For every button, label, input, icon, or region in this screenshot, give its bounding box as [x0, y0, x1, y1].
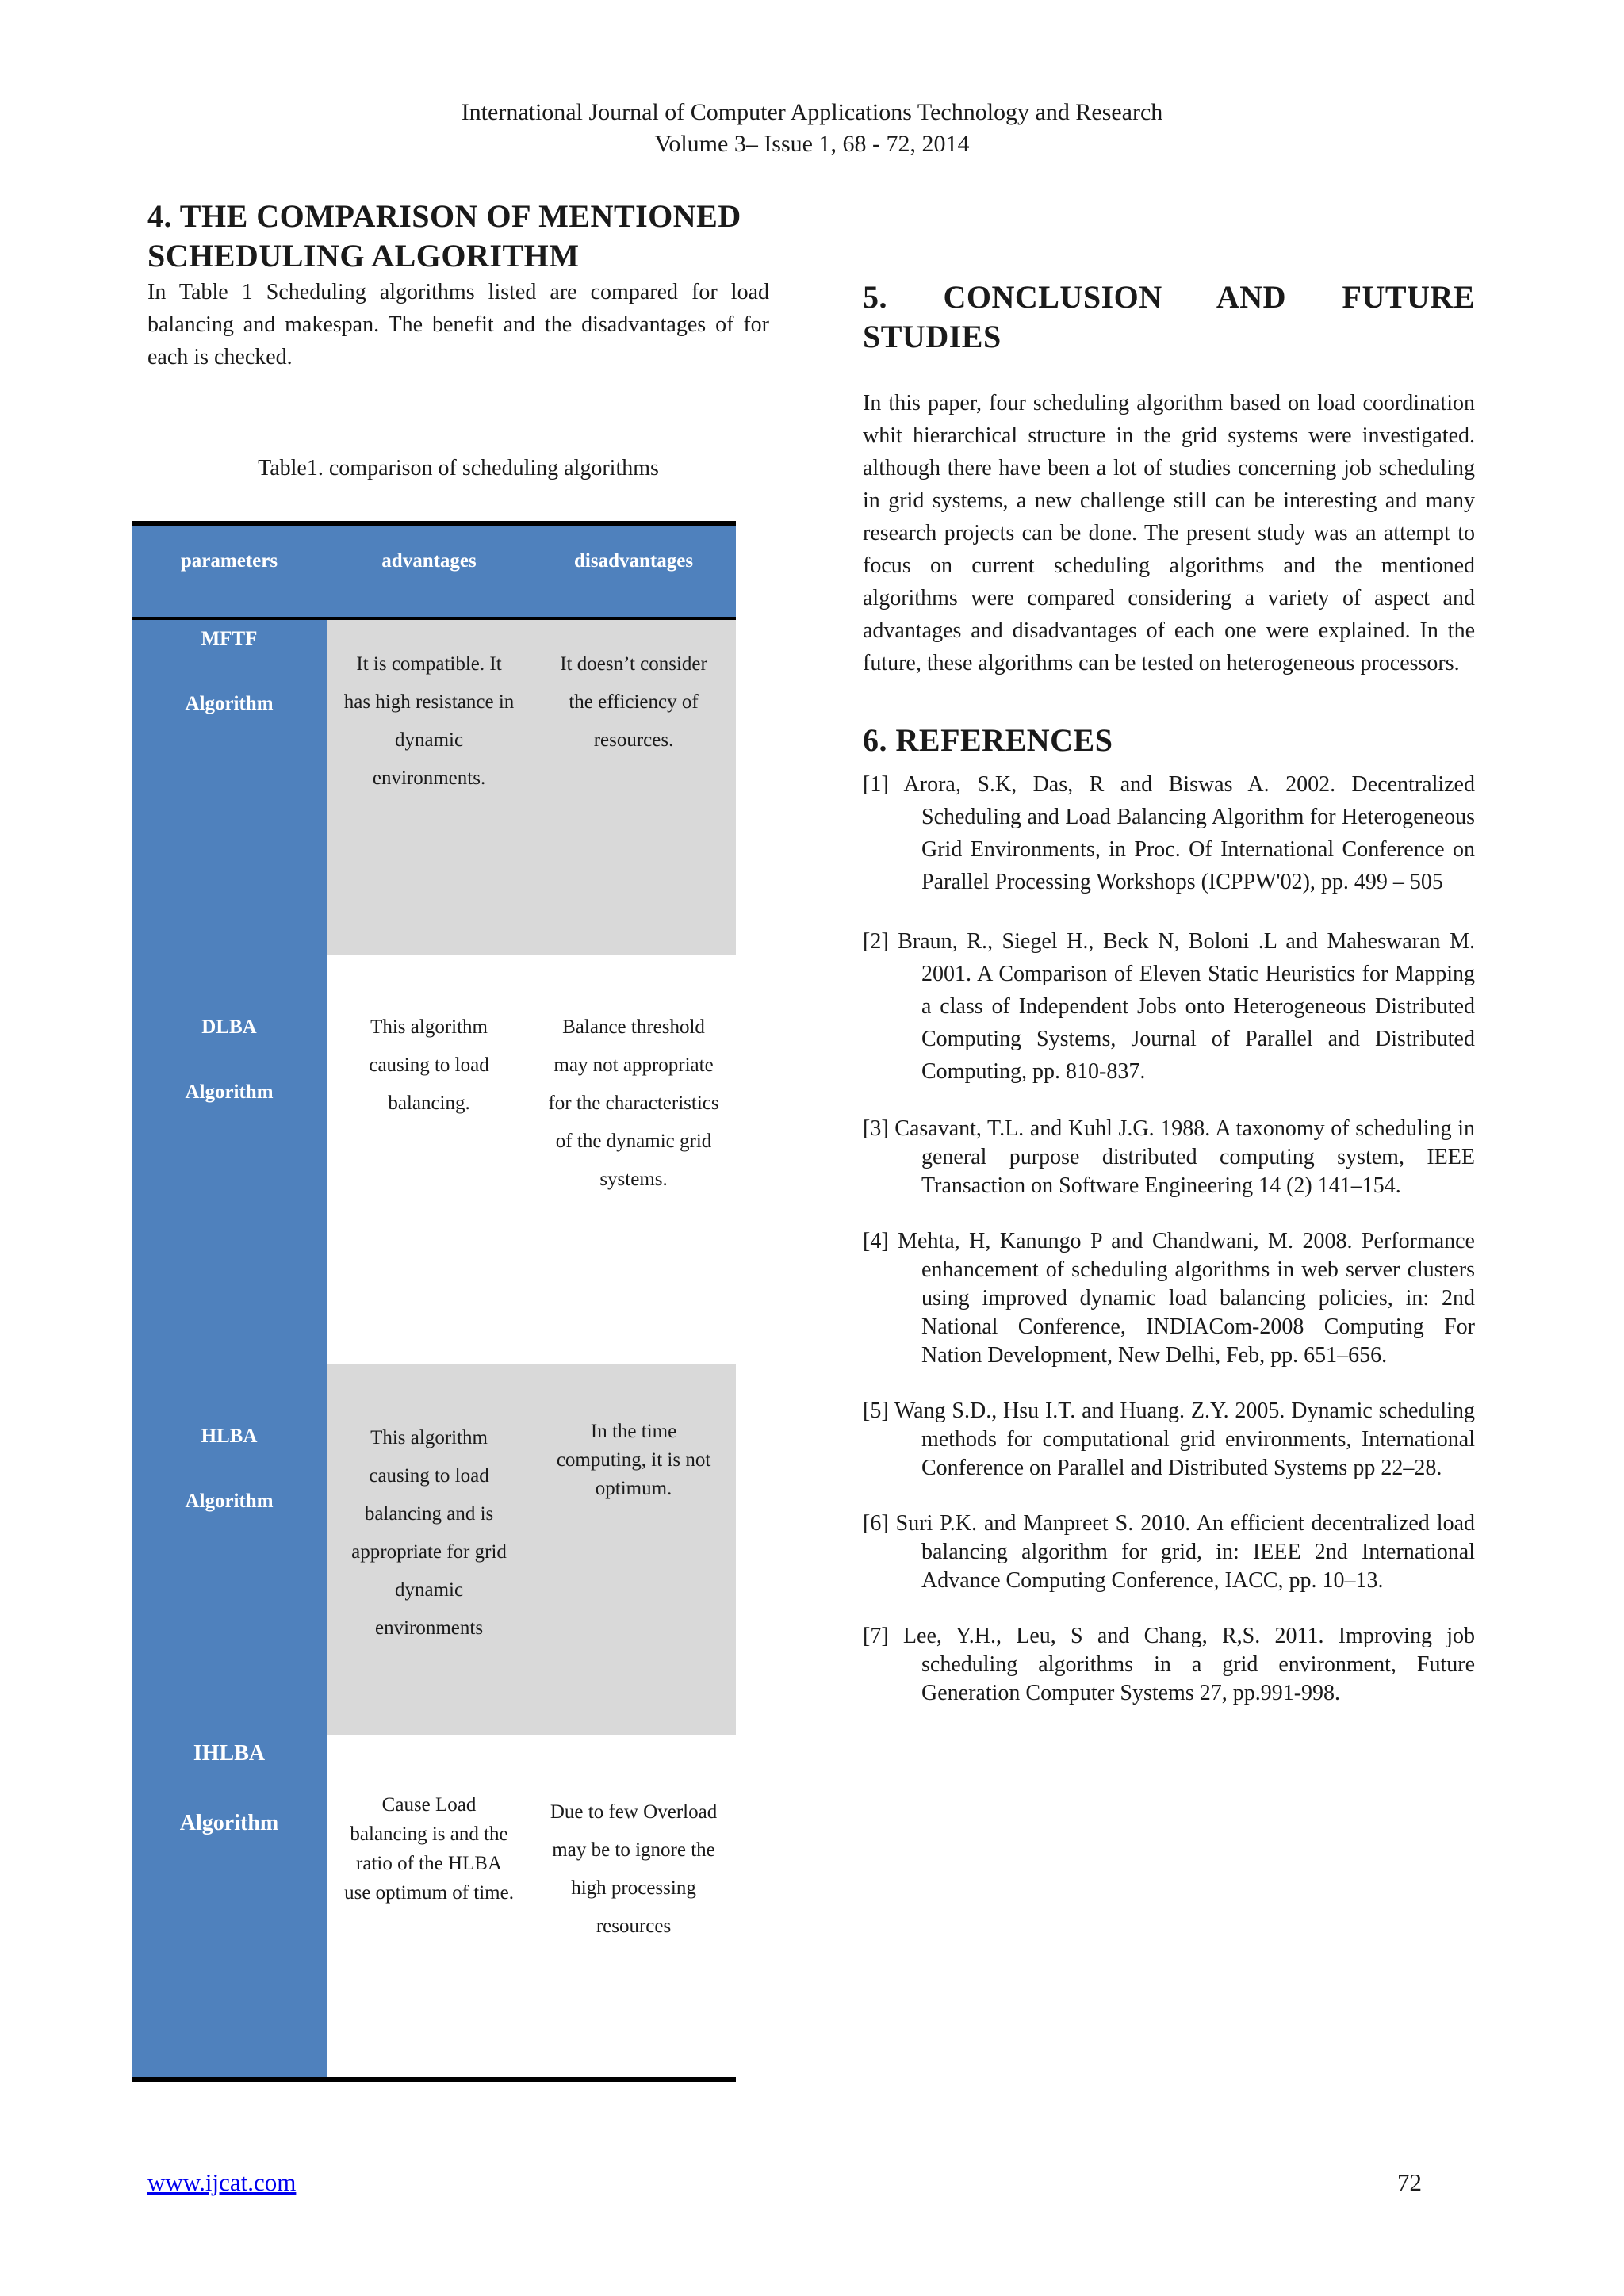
- disadvantages-cell: Balance threshold may not appropriate for the characteristics of the dynamic grid systems.: [548, 1016, 719, 1190]
- algorithm-name: MFTF: [201, 628, 258, 649]
- reference-item: [5] Wang S.D., Hsu I.T. and Huang. Z.Y. 2005. Dynamic scheduling methods for computational grid environments, International Conference on Parallel and Distributed Systems pp 22–28.: [863, 1399, 1475, 1480]
- section5-title-line1: 5. CONCLUSION AND FUTURE: [863, 279, 1475, 315]
- references-heading: 6. REFERENCES: [863, 722, 1113, 758]
- advantages-cell: Cause Load balancing is and the ratio of the HLBA use optimum of time.: [344, 1794, 514, 1904]
- journal-header: [0, 97, 1624, 160]
- right-column: [863, 277, 1475, 1735]
- section5-body: In this paper, four scheduling algorithm based on load coordination whit hierarchical structure in the grid systems were investigated. although there have been a lot of studies concerning job scheduling in grid systems, a new challenge still can be interesting and many research projects can be done. The present study was an attempt to focus on current scheduling algorithms and the mentioned algorithms were compared considering a variety of aspect and advantages and disadvantages of each one were explained. In the future, these algorithms can be tested on heterogeneous processors.: [863, 391, 1475, 675]
- reference-item: [3] Casavant, T.L. and Kuhl J.G. 1988. A taxonomy of scheduling in general purpose distributed computing system, IEEE Transaction on Software Engineering 14 (2) 141–154.: [863, 1116, 1475, 1198]
- journal-website-link[interactable]: www.ijcat.com: [147, 2168, 297, 2196]
- param-cell: [132, 955, 327, 1364]
- algorithm-label: Algorithm: [185, 1490, 274, 1512]
- section4-title-line2: SCHEDULING ALGORITHM: [147, 238, 580, 274]
- algorithm-name: HLBA: [201, 1425, 258, 1447]
- comparison-table: [132, 521, 736, 2082]
- algorithm-name: IHLBA: [193, 1741, 266, 1766]
- advantages-cell: It is compatible. It has high resistance in dynamic environments.: [327, 618, 531, 955]
- journal-title: International Journal of Computer Applications Technology and Research: [461, 99, 1163, 125]
- param-cell: [132, 618, 327, 955]
- algorithm-label: Algorithm: [185, 1081, 274, 1103]
- left-column: [147, 197, 769, 2082]
- table-header-row: [132, 523, 736, 618]
- table-row: [132, 1364, 736, 1735]
- reference-item: [7] Lee, Y.H., Leu, S and Chang, R,S. 2011. Improving job scheduling algorithms in a grid environment, Future Generation Computer Systems 27, pp.991-998.: [863, 1624, 1475, 1705]
- journal-volume: Volume 3– Issue 1, 68 - 72, 2014: [654, 131, 970, 157]
- algorithm-name: DLBA: [201, 1016, 257, 1038]
- reference-item: [2] Braun, R., Siegel H., Beck N, Boloni .L and Maheswaran M. 2001. A Comparison of Eleven Static Heuristics for Mapping a class of Independent Jobs onto Heterogeneous Distributed Computing Systems, Journal of Parallel and Distributed Computing, pp. 810-837.: [863, 929, 1475, 1084]
- section4-heading: [147, 197, 769, 276]
- section4-body: In Table 1 Scheduling algorithms listed are compared for load balancing and makespan. The benefit and the disadvantages of for each is checked.: [147, 280, 769, 369]
- advantages-cell: This algorithm causing to load balancing and is appropriate for grid dynamic environments: [327, 1364, 531, 1735]
- section5-heading: [863, 277, 1475, 357]
- advantages-cell: This algorithm causing to load balancing.: [369, 1016, 489, 1114]
- reference-item: [1] Arora, S.K, Das, R and Biswas A. 2002. Decentralized Scheduling and Load Balancing Algorithm for Heterogeneous Grid Environments, in Proc. Of International Conference on Parallel Processing Workshops (ICPPW'02), pp. 499 – 505: [863, 772, 1475, 894]
- reference-item: [4] Mehta, H, Kanungo P and Chandwani, M. 2008. Performance enhancement of scheduling algorithms in web server clusters using improved dynamic load balancing policies, in: 2nd National Conference, INDIACom-2008 Computing For Nation Development, New Delhi, Feb, pp. 651–656.: [863, 1229, 1475, 1368]
- table-row: [132, 1735, 736, 2080]
- disadvantages-cell: Due to few Overload may be to ignore the high processing resources: [550, 1801, 718, 1937]
- disadvantages-cell: It doesn’t consider the efficiency of resources.: [531, 618, 736, 955]
- references-section: [863, 721, 1475, 1708]
- header-parameters: parameters: [132, 523, 327, 618]
- section4-title-line1: 4. THE COMPARISON OF MENTIONED: [147, 198, 741, 234]
- header-advantages: advantages: [327, 523, 531, 618]
- section5-title-line2: STUDIES: [863, 319, 1002, 354]
- algorithm-label: Algorithm: [179, 1811, 279, 1835]
- table-caption: Table1. comparison of scheduling algorithms: [258, 456, 659, 480]
- param-cell: [132, 1364, 327, 1735]
- page-number: 72: [1397, 2168, 1422, 2196]
- header-disadvantages: disadvantages: [531, 523, 736, 618]
- reference-item: [6] Suri P.K. and Manpreet S. 2010. An efficient decentralized load balancing algorithm for grid, in: IEEE 2nd International Advance Computing Conference, IACC, pp. 10–13.: [863, 1511, 1475, 1593]
- disadvantages-cell: In the time computing, it is not optimum.: [531, 1364, 736, 1735]
- param-cell: [132, 1735, 327, 2080]
- table-row: [132, 955, 736, 1364]
- algorithm-label: Algorithm: [185, 693, 274, 714]
- table-row: [132, 618, 736, 955]
